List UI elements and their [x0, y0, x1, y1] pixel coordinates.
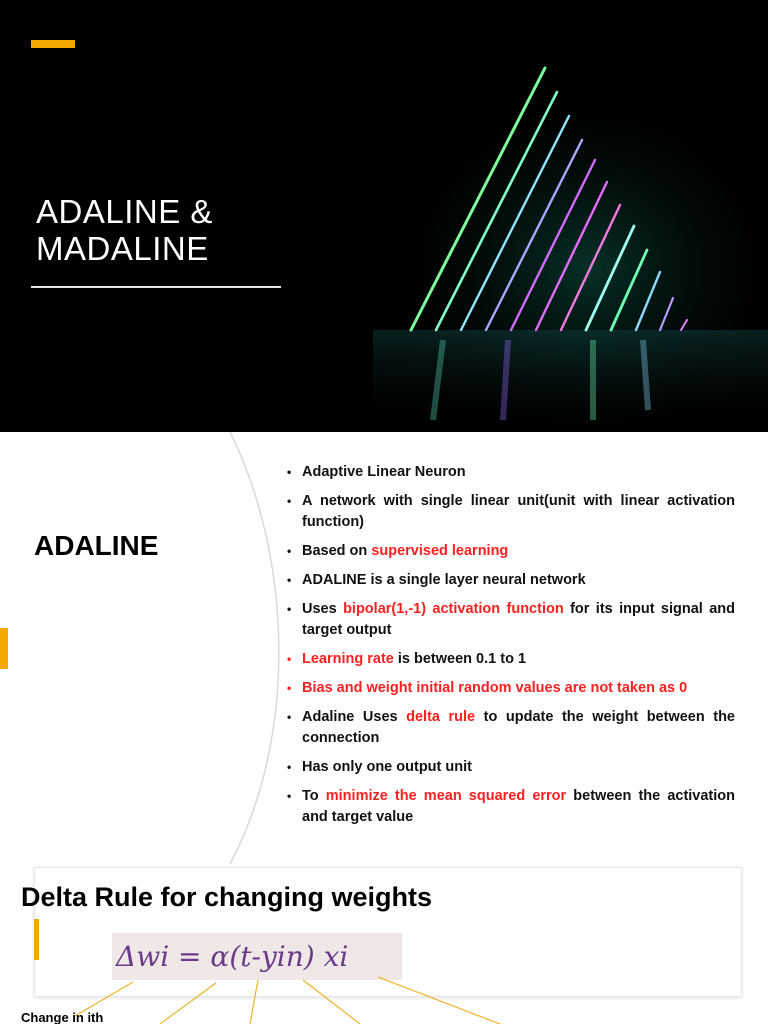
highlight-text: supervised learning: [371, 543, 509, 559]
bullet-text: is between 0.1 to 1: [393, 651, 527, 667]
highlight-text: delta rule: [406, 709, 476, 725]
bullet-dot: •: [287, 789, 292, 803]
highlight-text: bipolar(1,-1) activation function: [343, 601, 564, 617]
bullet-dot: •: [287, 760, 292, 774]
bullet-text: Uses: [302, 601, 344, 617]
bullet-list: [287, 462, 735, 836]
slide-title: Delta Rule for changing weights: [21, 882, 433, 912]
accent-bar: [0, 628, 8, 669]
bullet-text: Adaptive Linear Neuron: [302, 464, 466, 480]
bullet-dot: •: [287, 573, 292, 587]
highlight-text: Learning rate: [302, 651, 394, 667]
bullet-item: [287, 462, 735, 483]
bullet-item: [287, 491, 735, 533]
title-underline: [31, 286, 281, 288]
bullet-text: Based on: [302, 543, 372, 559]
bullet-text: for its input signal and target output: [302, 601, 735, 638]
slide-title: ADALINE: [34, 530, 159, 561]
adaline-slide: [0, 432, 768, 864]
title-slide: [0, 0, 768, 432]
bullet-text: Has only one output unit: [302, 759, 472, 775]
bullet-item: [287, 570, 735, 591]
bullet-dot: •: [287, 652, 292, 666]
bullet-dot: •: [287, 544, 292, 558]
neon-triangle-image: [293, 0, 768, 432]
bullet-item: [287, 599, 735, 641]
bullet-item: [287, 786, 735, 828]
formula-text: Δwi = α(t-yin) xi: [116, 940, 349, 973]
delta-rule-slide: [0, 864, 768, 1024]
bullet-item: [287, 541, 735, 562]
bullet-dot: •: [287, 710, 292, 724]
accent-bar: [31, 40, 75, 48]
bullet-text: between the activation and target value: [302, 788, 735, 825]
bullet-text: Adaline Uses: [302, 709, 407, 725]
annotation-arrows: [0, 864, 768, 1024]
bullet-dot: •: [287, 602, 292, 616]
bullet-dot: •: [287, 465, 292, 479]
slide-title: ADALINE & MADALINE: [36, 193, 213, 267]
bullet-item: [287, 649, 735, 670]
bullet-text: To: [302, 788, 326, 804]
bullet-item: [287, 707, 735, 749]
bullet-dot: •: [287, 494, 292, 508]
bullet-text: A network with single linear unit(unit with linear activation function): [302, 493, 735, 530]
annotation-label: Change in ith: [21, 1010, 104, 1024]
bullet-item: [287, 757, 735, 778]
highlight-text: Bias and weight initial random values are not taken as 0: [302, 680, 688, 696]
bullet-dot: •: [287, 681, 292, 695]
highlight-text: minimize the mean squared error: [325, 788, 567, 804]
bullet-item: [287, 678, 735, 699]
bullet-text: to update the weight between the connection: [302, 709, 735, 746]
decorative-arc: [0, 432, 300, 864]
bullet-text: ADALINE is a single layer neural network: [302, 572, 586, 588]
